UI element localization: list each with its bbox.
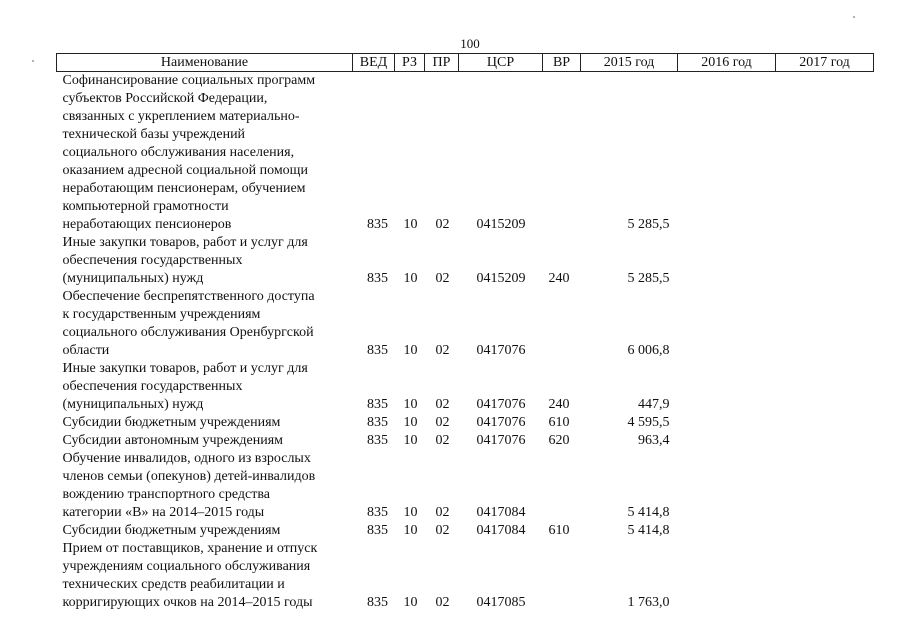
row-pr: 02 [435,397,450,412]
row-pr: 02 [435,271,450,286]
row-pr: 02 [435,217,450,232]
row-2016 [678,522,776,540]
scan-speck [32,60,34,62]
row-name: Прием от поставщиков, хранение и отпуск учреждениям социального обслуживания технических средств реабилитации и корригирующих очков на 2014–2015 годы [62,541,318,610]
row-csr: 0417076 [476,343,526,358]
row-csr: 0417076 [476,433,526,448]
scan-speck [853,16,855,18]
row-rz: 10 [403,523,418,538]
row-name: Иные закупки товаров, работ и услуг для обеспечения государственных (муниципальных) нужд [62,361,308,412]
header-ved: ВЕД [353,54,395,72]
row-ved: 835 [367,523,388,538]
row-pr: 02 [435,505,450,520]
table-row [57,234,874,288]
row-ved: 835 [367,505,388,520]
row-2017 [776,414,874,432]
header-2015: 2015 год [581,54,678,72]
header-row [57,54,874,72]
table-row [57,450,874,522]
row-2015: 5 285,5 [627,271,670,286]
row-2017 [776,72,874,235]
row-name: Обучение инвалидов, одного из взрослых членов семьи (опекунов) детей-инвалидов вождению транспортного средства категории «В» на 2014–2015 годы [62,451,316,520]
table-row [57,288,874,360]
row-vr: 610 [548,415,570,430]
row-pr: 02 [435,433,450,448]
row-rz: 10 [403,433,418,448]
table-row [57,522,874,540]
row-pr: 02 [435,595,450,610]
budget-table [56,53,874,612]
row-2015: 1 763,0 [627,595,670,610]
row-rz: 10 [403,397,418,412]
row-ved: 835 [367,217,388,232]
row-ved: 835 [367,271,388,286]
header-2017: 2017 год [776,54,874,72]
row-csr: 0417084 [476,505,526,520]
row-2017 [776,360,874,414]
row-csr: 0417076 [476,415,526,430]
row-vr: 240 [548,271,570,286]
row-csr: 0415209 [476,217,526,232]
header-rz: РЗ [395,54,425,72]
row-vr [543,72,581,235]
row-vr [543,288,581,360]
row-rz: 10 [403,217,418,232]
row-2017 [776,234,874,288]
row-name: Субсидии бюджетным учреждениям [62,415,281,430]
row-2016 [678,288,776,360]
row-name: Иные закупки товаров, работ и услуг для обеспечения государственных (муниципальных) нужд [62,235,308,286]
row-ved: 835 [367,343,388,358]
page-number: 100 [460,36,480,51]
row-csr: 0417085 [476,595,526,610]
row-2017 [776,288,874,360]
row-2017 [776,540,874,612]
row-2015: 5 414,8 [627,523,670,538]
row-vr: 240 [548,397,570,412]
table-row [57,414,874,432]
table-header [57,54,874,72]
row-csr: 0415209 [476,271,526,286]
row-2015: 5 285,5 [627,217,670,232]
row-2015: 447,9 [638,397,670,412]
row-2016 [678,72,776,235]
row-ved: 835 [367,415,388,430]
row-ved: 835 [367,433,388,448]
table-body [57,72,874,613]
row-2016 [678,360,776,414]
row-pr: 02 [435,415,450,430]
row-2016 [678,414,776,432]
row-rz: 10 [403,505,418,520]
row-vr: 620 [548,433,570,448]
row-2017 [776,432,874,450]
row-vr [543,540,581,612]
row-rz: 10 [403,343,418,358]
row-vr: 610 [548,523,570,538]
row-2016 [678,450,776,522]
row-pr: 02 [435,343,450,358]
row-name: Субсидии автономным учреждениям [62,433,284,448]
header-2016: 2016 год [678,54,776,72]
row-2017 [776,522,874,540]
row-name: Обеспечение беспрепятственного доступа к государственным учреждениям социального обслуживания Оренбургской области [62,289,315,358]
row-pr: 02 [435,523,450,538]
row-2015: 5 414,8 [627,505,670,520]
row-name: Субсидии бюджетным учреждениям [62,523,281,538]
row-name: Софинансирование социальных программ субъектов Российской Федерации, связанных с укреплением материально- технической базы учреждений социального обслуживания населения, оказанием адресной социальной помощи неработающим пенсионерам, обучением компьютерной грамотности неработающих пенсионеров [62,73,316,232]
header-pr: ПР [425,54,459,72]
row-2016 [678,540,776,612]
row-csr: 0417076 [476,397,526,412]
row-2016 [678,234,776,288]
row-csr: 0417084 [476,523,526,538]
row-vr [543,450,581,522]
table-row [57,432,874,450]
table-row [57,540,874,612]
row-2015: 963,4 [638,433,670,448]
row-ved: 835 [367,595,388,610]
row-rz: 10 [403,271,418,286]
row-rz: 10 [403,415,418,430]
row-2015: 4 595,5 [627,415,670,430]
row-ved: 835 [367,397,388,412]
row-2017 [776,450,874,522]
header-vr: ВР [543,54,581,72]
header-name: Наименование [57,54,353,72]
row-2016 [678,432,776,450]
table-row [57,360,874,414]
row-rz: 10 [403,595,418,610]
table-row [57,72,874,235]
header-csr: ЦСР [459,54,543,72]
row-2015: 6 006,8 [627,343,670,358]
